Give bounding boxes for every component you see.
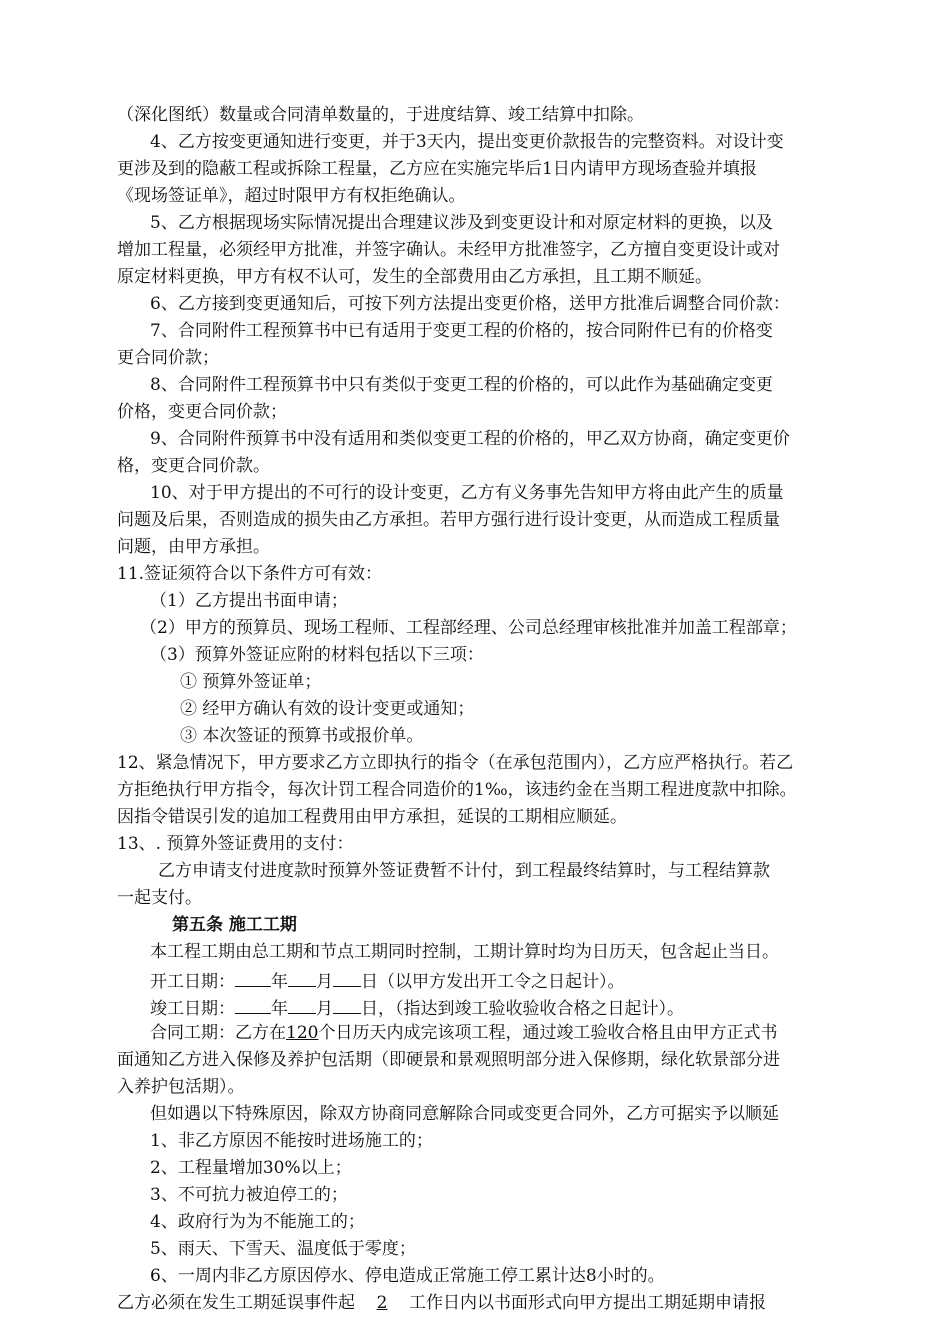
list-item: 3、不可抗力被迫停工的；: [150, 1185, 348, 1205]
text-line: 入养护包活期）。: [117, 1077, 245, 1097]
text-line: 更涉及到的隐蔽工程或拆除工程量，乙方应在实施完毕后1日内请甲方现场查验并填报: [117, 159, 757, 179]
text-line: 问题，由甲方承担。: [117, 537, 270, 557]
text-line: （3）预算外签证应附的材料包括以下三项：: [150, 645, 484, 665]
period-text: 合同工期：乙方在: [150, 1023, 286, 1043]
list-item: 2、工程量增加30%以上；: [150, 1158, 352, 1178]
year-label: 年: [271, 999, 288, 1019]
text-line: 面通知乙方进入保修及养护包活期（即硬景和景观照明部分进入保修期，绿化软景部分进: [117, 1050, 780, 1070]
text-line: 更合同价款；: [117, 348, 219, 368]
text-line: 7、合同附件工程预算书中已有适用于变更工程的价格的，按合同附件已有的价格变: [150, 321, 773, 341]
final-text: 乙方必须在发生工期延误事件起: [117, 1293, 355, 1313]
text-line: ② 经甲方确认有效的设计变更或通知；: [180, 699, 475, 719]
text-line: 8、合同附件工程预算书中只有类似于变更工程的价格的，可以此作为基础确定变更: [150, 375, 773, 395]
final-days: 2: [376, 1293, 388, 1313]
text-line: 9、合同附件预算书中没有适用和类似变更工程的价格的，甲乙双方协商，确定变更价: [150, 429, 790, 449]
day-label: 日（以甲方发出开工令之日起计）。: [361, 972, 625, 992]
text-line: 一起支付。: [117, 888, 202, 908]
text-line: 11.签证须符合以下条件方可有效：: [117, 564, 383, 584]
year-label: 年: [271, 972, 288, 992]
text-line: 乙方申请支付进度款时预算外签证费暂不计付，到工程最终结算时，与工程结算款: [158, 861, 770, 881]
period-days: 120: [286, 1023, 319, 1043]
text-line: 方拒绝执行甲方指令，每次计罚工程合同造价的1‰，该违约金在当期工程进度款中扣除。: [117, 780, 797, 800]
start-date-label: 开工日期：: [150, 972, 235, 992]
text-line: 问题及后果，否则造成的损失由乙方承担。若甲方强行进行设计变更，从而造成工程质量: [117, 510, 780, 530]
start-day-blank: [333, 968, 361, 987]
text-line: 12、紧急情况下，甲方要求乙方立即执行的指令（在承包范围内），乙方应严格执行。若乙: [117, 753, 794, 773]
month-label: 月: [316, 972, 333, 992]
text-line: 10、对于甲方提出的不可行的设计变更，乙方有义务事先告知甲方将由此产生的质量: [150, 483, 784, 503]
text-line: （2）甲方的预算员、现场工程师、工程部经理、公司总经理审核批准并加盖工程部章；: [140, 618, 797, 638]
start-date-line: [150, 968, 625, 992]
end-month-blank: [288, 995, 316, 1014]
end-date-line: [150, 995, 684, 1019]
end-year-blank: [235, 995, 271, 1014]
start-month-blank: [288, 968, 316, 987]
end-date-label: 竣工日期：: [150, 999, 235, 1019]
list-item: 1、非乙方原因不能按时进场施工的；: [150, 1131, 433, 1151]
text-line: 《现场签证单》，超过时限甲方有权拒绝确认。: [117, 186, 466, 206]
text-line: 5、乙方根据现场实际情况提出合理建议涉及到变更设计和对原定材料的更换，以及: [150, 213, 773, 233]
text-line: 本工程工期由总工期和节点工期同时控制，工期计算时均为日历天，包含起止当日。: [150, 942, 779, 962]
list-item: 4、政府行为为不能施工的；: [150, 1212, 365, 1232]
text-line: 格，变更合同价款。: [117, 456, 270, 476]
contract-period-line: [150, 1022, 777, 1046]
final-line: [117, 1292, 766, 1316]
text-line: 13、. 预算外签证费用的支付：: [117, 834, 354, 854]
start-year-blank: [235, 968, 271, 987]
text-line: 价格，变更合同价款；: [117, 402, 287, 422]
text-line: ① 预算外签证单；: [180, 672, 322, 692]
period-text: 个日历天内成完该项工程，通过竣工验收合格且由甲方正式书: [318, 1023, 778, 1043]
final-text: 工作日内以书面形式向甲方提出工期延期申请报: [409, 1293, 766, 1313]
text-line: 但如遇以下特殊原因，除双方协商同意解除合同或变更合同外，乙方可据实予以顺延: [150, 1104, 779, 1124]
text-line: 4、乙方按变更通知进行变更，并于3天内，提出变更价款报告的完整资料。对设计变: [150, 132, 784, 152]
day-label: 日，（指达到竣工验收验收合格之日起计）。: [361, 999, 684, 1019]
end-day-blank: [333, 995, 361, 1014]
text-line: （1）乙方提出书面申请；: [150, 591, 348, 611]
list-item: 5、雨天、下雪天、温度低于零度；: [150, 1239, 416, 1259]
text-line: （深化图纸）数量或合同清单数量的，于进度结算、竣工结算中扣除。: [117, 105, 644, 125]
text-line: 因指令错误引发的追加工程费用由甲方承担，延误的工期相应顺延。: [117, 807, 627, 827]
list-item: 6、一周内非乙方原因停水、停电造成正常施工停工累计达8小时的。: [150, 1266, 665, 1286]
text-line: 增加工程量，必须经甲方批准，并签字确认。未经甲方批准签字，乙方擅自变更设计或对: [117, 240, 780, 260]
text-line: 原定材料更换，甲方有权不认可，发生的全部费用由乙方承担，且工期不顺延。: [117, 267, 712, 287]
section-heading: 第五条 施工工期: [172, 915, 297, 935]
text-line: ③ 本次签证的预算书或报价单。: [180, 726, 424, 746]
text-line: 6、乙方接到变更通知后，可按下列方法提出变更价格，送甲方批准后调整合同价款：: [150, 294, 790, 314]
month-label: 月: [316, 999, 333, 1019]
